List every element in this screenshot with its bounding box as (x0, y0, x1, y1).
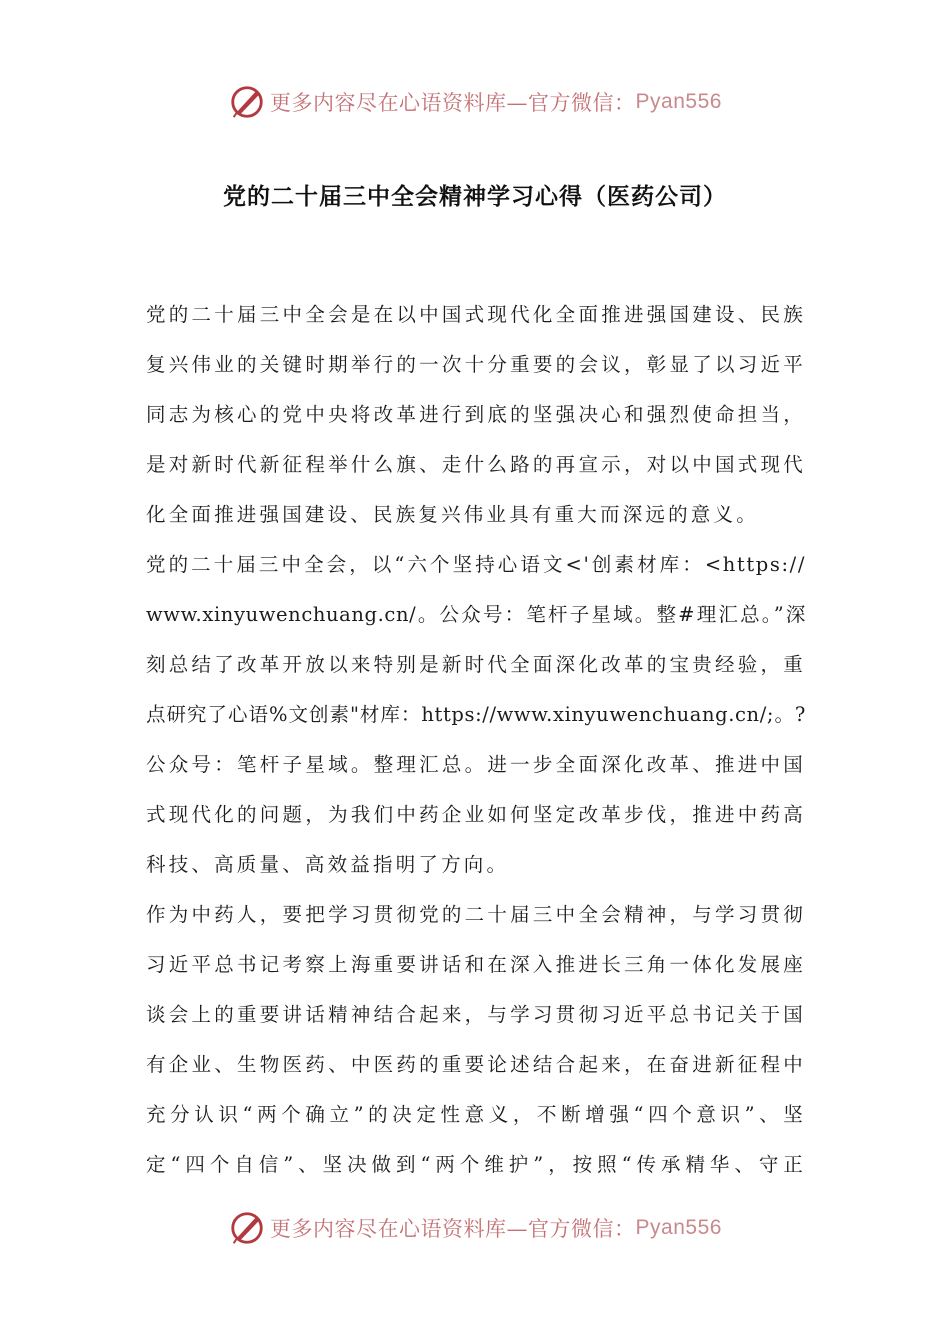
body-line: 同志为核心的党中央将改革进行到底的坚强决心和强烈使命担当， (146, 403, 806, 426)
document-title: 党的二十届三中全会精神学习心得（医药公司） (223, 184, 727, 210)
quill-logo-icon (228, 83, 266, 121)
body-line: 作为中药人，要把学习贯彻党的二十届三中全会精神，与学习贯彻 (146, 903, 806, 926)
header-wechat-id: Pyan556 (635, 90, 722, 113)
footer-wechat-id: Pyan556 (635, 1216, 722, 1239)
body-line: 刻总结了改革开放以来特别是新时代全面深化改革的宝贵经验，重 (146, 653, 806, 676)
body-line: 复兴伟业的关键时期举行的一次十分重要的会议，彰显了以习近平 (146, 353, 806, 376)
document-body (146, 290, 806, 1190)
body-line: 点研究了心语%文创素"材库：https://www.xinyuwenchuang.cn/;。? (146, 703, 806, 726)
header-banner-text: 更多内容尽在心语资料库—官方微信： (270, 91, 636, 115)
body-line: 科技、高质量、高效益指明了方向。 (146, 853, 510, 876)
body-line: 公众号：笔杆子星域。整理汇总。进一步全面深化改革、推进中国 (146, 753, 806, 776)
body-line: 党的二十届三中全会，以“六个坚持心语文<'创素材库：<https:// (146, 553, 806, 576)
body-line: 是对新时代新征程举什么旗、走什么路的再宣示，对以中国式现代 (146, 453, 806, 476)
footer-banner (0, 1206, 950, 1250)
quill-logo-icon (228, 1209, 266, 1247)
body-line: 式现代化的问题，为我们中药企业如何坚定改革步伐，推进中药高 (146, 803, 806, 826)
body-line: 充分认识“两个确立”的决定性意义，不断增强“四个意识”、坚 (146, 1103, 806, 1126)
body-line: 化全面推进强国建设、民族复兴伟业具有重大而深远的意义。 (146, 503, 759, 526)
body-line: 党的二十届三中全会是在以中国式现代化全面推进强国建设、民族 (146, 303, 806, 326)
footer-banner-text: 更多内容尽在心语资料库—官方微信： (270, 1217, 636, 1241)
header-banner (0, 80, 950, 124)
body-line: www.xinyuwenchuang.cn/。公众号：笔杆子星域。整#理汇总。”深 (146, 603, 806, 626)
body-line: 定“四个自信”、坚决做到“两个维护”，按照“传承精华、守正 (146, 1153, 806, 1176)
body-line: 有企业、生物医药、中医药的重要论述结合起来，在奋进新征程中 (146, 1053, 806, 1076)
body-line: 习近平总书记考察上海重要讲话和在深入推进长三角一体化发展座 (146, 953, 806, 976)
body-line: 谈会上的重要讲话精神结合起来，与学习贯彻习近平总书记关于国 (146, 1003, 806, 1026)
